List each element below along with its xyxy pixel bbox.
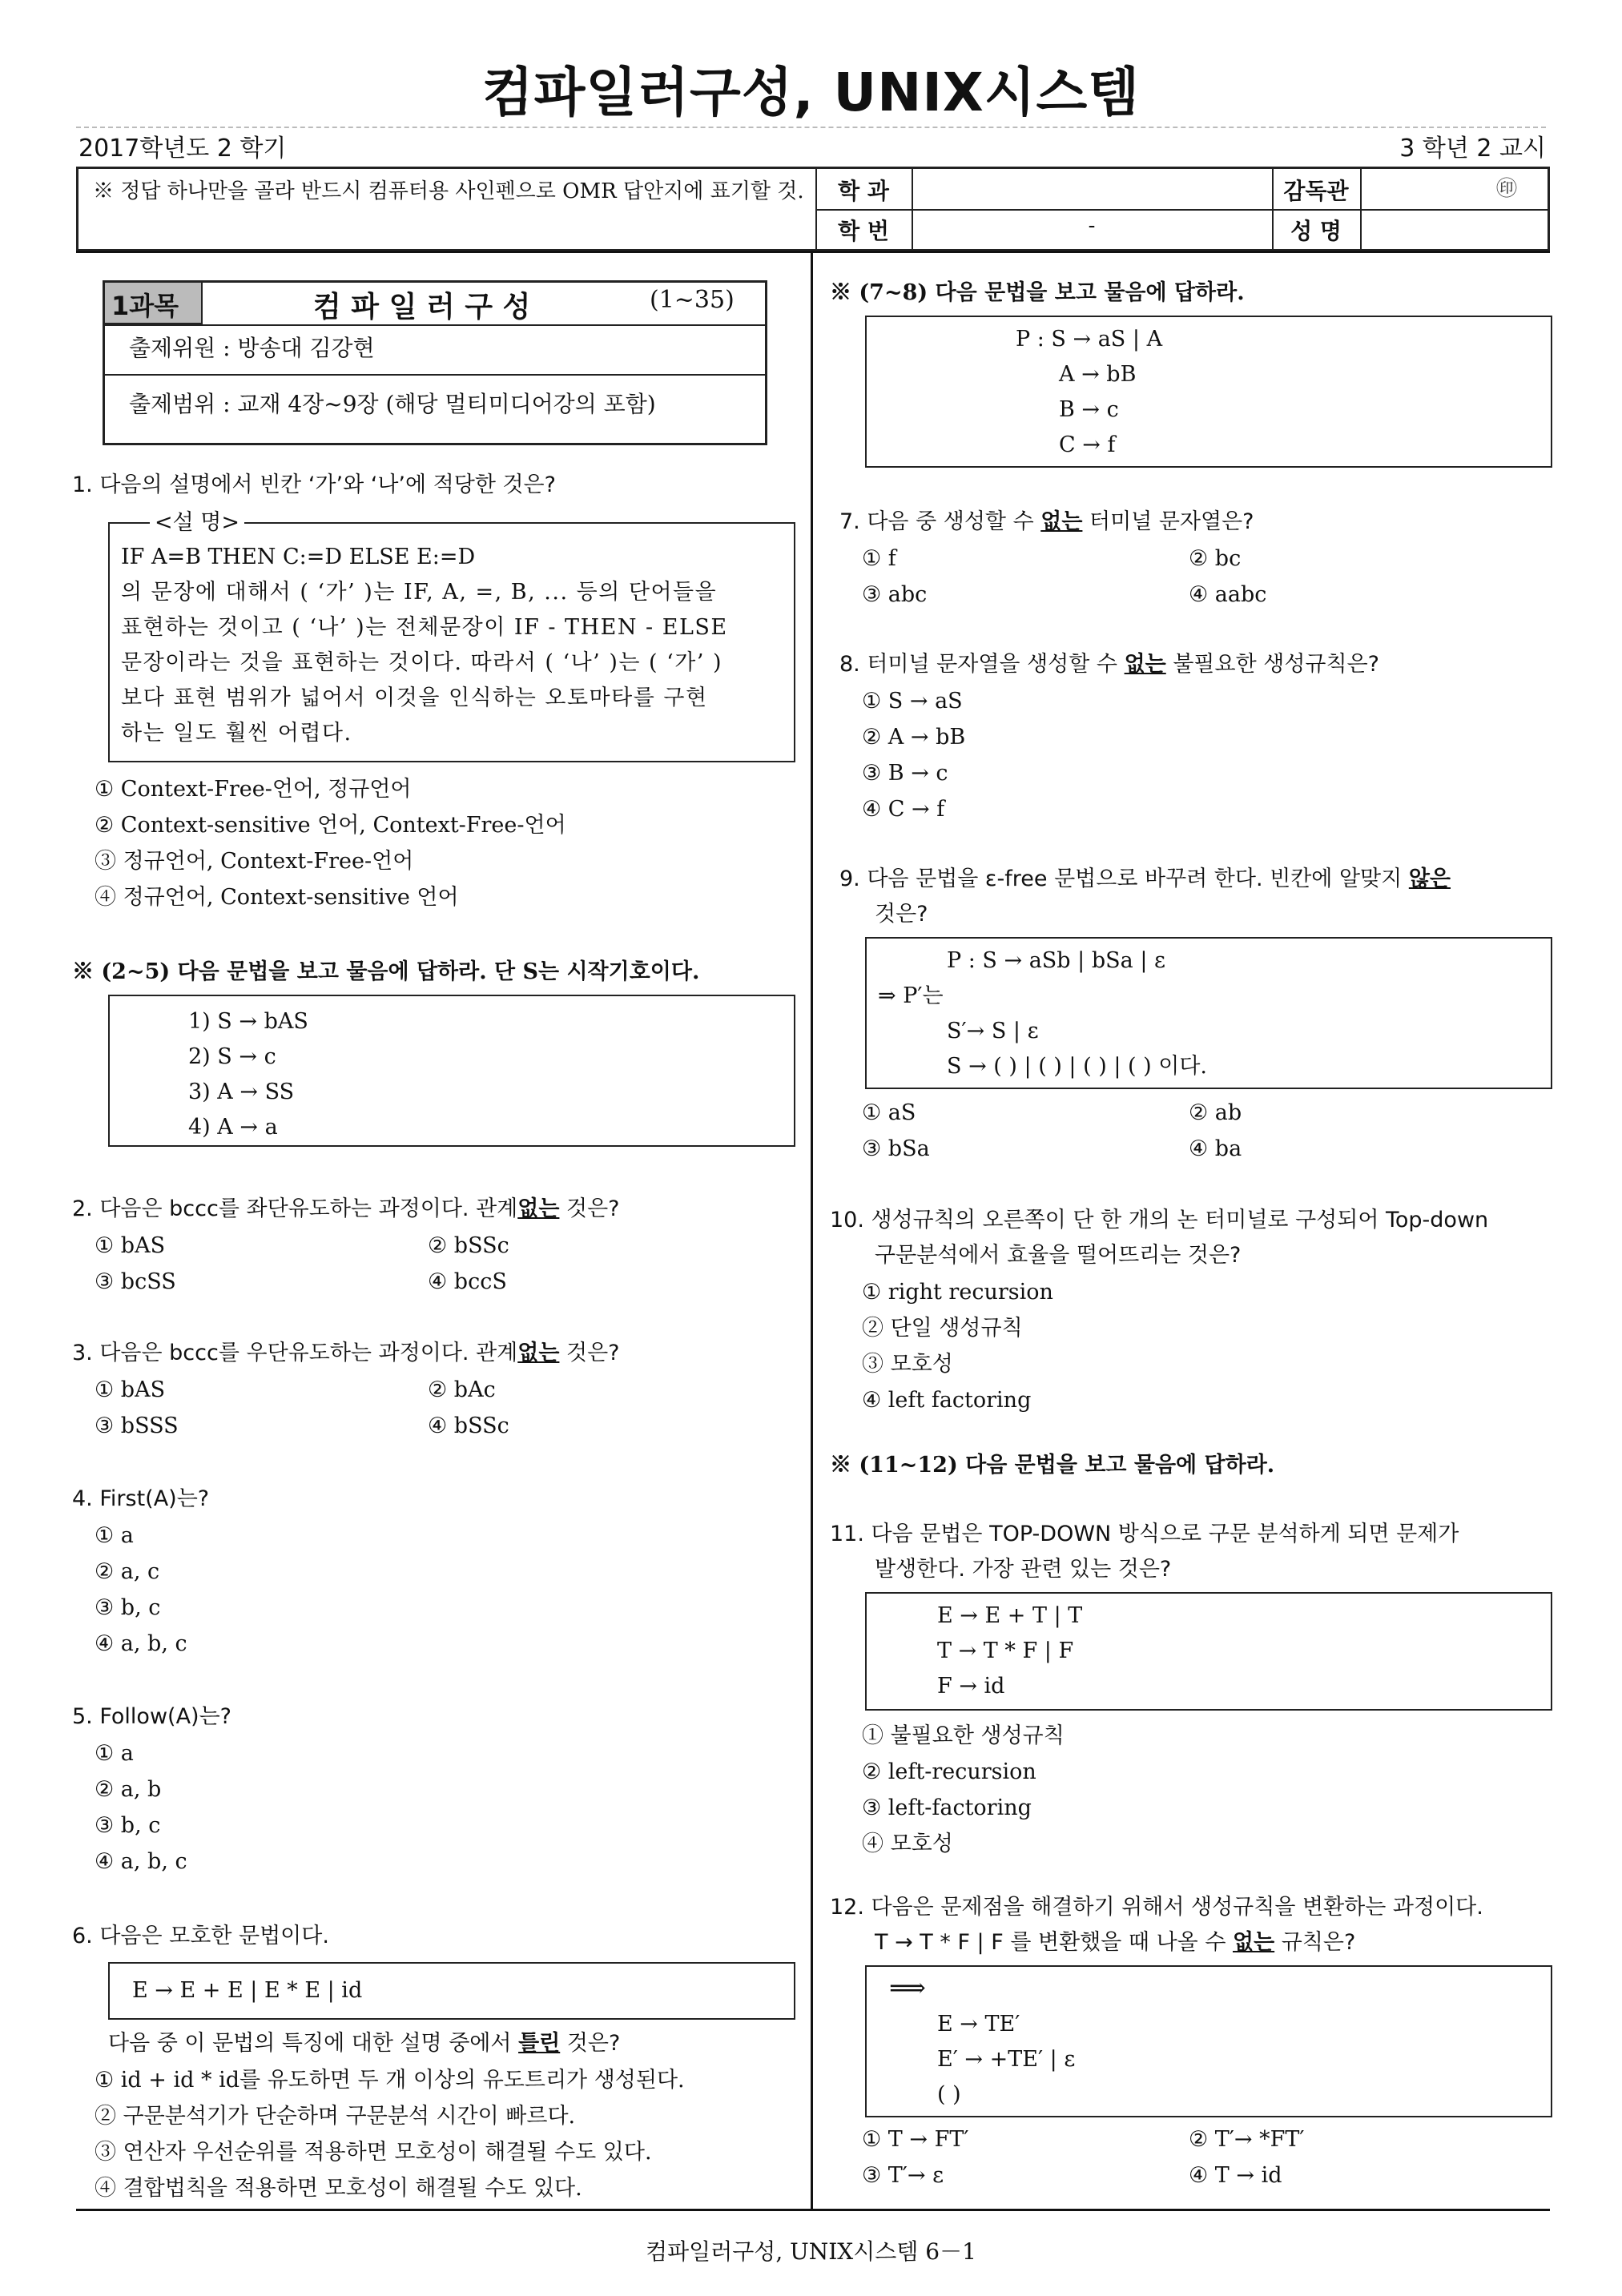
q1-option[interactable]: ① Context-Free-언어, 정규언어 <box>95 777 412 802</box>
q10-stem: 10. 생성규칙의 오른쪽이 단 한 개의 논 터미널로 구성되어 Top-down <box>830 1208 1489 1232</box>
q4-option[interactable]: ④ a, b, c <box>95 1631 187 1656</box>
q2-stem: 2. 다음은 bccc를 좌단유도하는 과정이다. 관계없는 것은? <box>72 1196 620 1221</box>
grammar-rule: S → ( ) | ( ) | ( ) | ( ) 이다. <box>947 1054 1207 1079</box>
q5-option[interactable]: ② a, b <box>95 1777 162 1802</box>
name-label: 성 명 <box>1290 218 1342 244</box>
q5-option[interactable]: ④ a, b, c <box>95 1849 187 1874</box>
seal-icon: ㊞ <box>1496 177 1518 201</box>
group-2-5-stem: ※ (2~5) 다음 문법을 보고 물음에 답하라. 단 S는 시작기호이다. <box>72 959 700 984</box>
exam-info-table <box>76 167 1550 251</box>
subject-author: 출제위원 : 방송대 김강현 <box>129 335 375 361</box>
q1-option[interactable]: ④ 정규언어, Context-sensitive 언어 <box>95 885 459 910</box>
columns-bottom-rule <box>76 2209 1550 2211</box>
page-footer: 컴파일러구성, UNIX시스템 6－1 <box>646 2238 976 2265</box>
q11-stem-line2: 발생한다. 가장 관련 있는 것은? <box>875 1557 1172 1582</box>
q1-box-line: 의 문장에 대해서 ( ‘가’ )는 IF, A, =, B, ... 등의 단어들을 <box>121 580 718 605</box>
q9-option[interactable]: ④ ba <box>1189 1136 1242 1161</box>
grammar-rule: 3) A → SS <box>188 1080 295 1104</box>
q4-option[interactable]: ① a <box>95 1523 134 1548</box>
column-divider <box>811 251 813 2211</box>
subject-name: 컴 파 일 러 구 성 <box>313 291 531 324</box>
grammar-rule: C → f <box>1059 432 1116 457</box>
subject-number: 1과목 <box>111 291 179 321</box>
q1-box-line: IF A=B THEN C:=D ELSE E:=D <box>121 545 476 569</box>
dept-label: 학 과 <box>838 178 889 204</box>
q2-option[interactable]: ① bAS <box>95 1233 166 1258</box>
q10-option[interactable]: ② 단일 생성규칙 <box>862 1316 1023 1341</box>
q10-stem-line2: 구문분석에서 효율을 떨어뜨리는 것은? <box>875 1243 1242 1268</box>
grammar-rule: ⇒ P′는 <box>878 983 944 1008</box>
subject-scope: 출제범위 : 교재 4장~9장 (해당 멀티미디어강의 포함) <box>129 391 656 417</box>
grammar-rule: 4) A → a <box>188 1115 278 1140</box>
q9-grammar-box <box>865 937 1552 1089</box>
grammar-rule: E → TE′ <box>937 2012 1020 2037</box>
q12-stem: 12. 다음은 문제점을 해결하기 위해서 생성규칙을 변환하는 과정이다. <box>830 1895 1483 1920</box>
q10-option[interactable]: ③ 모호성 <box>862 1352 953 1377</box>
grammar-rule: S′→ S | ε <box>947 1019 1039 1043</box>
grade-period: 3 학년 2 교시 <box>1399 135 1546 163</box>
q11-option[interactable]: ④ 모호성 <box>862 1832 953 1856</box>
q1-box-line: 표현하는 것이고 ( ‘나’ )는 전체문장이 IF - THEN - ELSE <box>121 615 728 640</box>
grammar-rule: F → id <box>937 1674 1005 1699</box>
supervisor-label: 감독관 <box>1283 178 1349 204</box>
q4-stem: 4. First(A)는? <box>72 1486 210 1511</box>
q3-stem: 3. 다음은 bccc를 우단유도하는 과정이다. 관계없는 것은? <box>72 1341 620 1365</box>
q11-option[interactable]: ③ left-factoring <box>862 1795 1032 1820</box>
q6-option[interactable]: ① id + id * id를 유도하면 두 개 이상의 유도트리가 생성된다. <box>95 2068 685 2093</box>
student-id-field[interactable]: - <box>1088 214 1096 238</box>
columns-top-rule <box>76 251 1550 253</box>
q6-option[interactable]: ② 구문분석기가 단순하며 구문분석 시간이 빠르다. <box>95 2104 576 2129</box>
grammar-rule: P : S → aS | A <box>1016 327 1163 352</box>
q6-option[interactable]: ④ 결합법칙을 적용하면 모호성이 해결될 수도 있다. <box>95 2176 582 2201</box>
grammar-rule: E → E + T | T <box>937 1603 1083 1628</box>
q6-grammar-box <box>108 1962 795 2020</box>
q1-stem: 1. 다음의 설명에서 빈칸 ‘가’와 ‘나’에 적당한 것은? <box>72 472 556 497</box>
group-11-12-stem: ※ (11~12) 다음 문법을 보고 물음에 답하라. <box>830 1453 1275 1478</box>
group-7-8-grammar-box <box>865 316 1552 468</box>
q1-description-box <box>108 510 795 762</box>
group-2-5-grammar-box <box>108 995 795 1147</box>
q1-box-line: 하는 일도 훨씬 어렵다. <box>121 721 352 746</box>
q12-option[interactable]: ② T′→ *FT′ <box>1189 2127 1305 2152</box>
q1-box-line: 문장이라는 것을 표현하는 것이다. 따라서 ( ‘나’ )는 ( ‘가’ ) <box>121 650 723 675</box>
q1-box-title: <설 명> <box>150 505 244 536</box>
arrow-icon: ⟹ <box>889 1972 926 2003</box>
q6-option[interactable]: ③ 연산자 우선순위를 적용하면 모호성이 해결될 수도 있다. <box>95 2140 652 2165</box>
q5-option[interactable]: ③ b, c <box>95 1813 161 1838</box>
q10-option[interactable]: ① right recursion <box>862 1280 1053 1305</box>
subject-box <box>103 280 767 445</box>
group-7-8-stem: ※ (7~8) 다음 문법을 보고 물음에 답하라. <box>830 280 1245 305</box>
q3-option[interactable]: ② bAc <box>428 1377 496 1402</box>
title-divider <box>76 127 1546 128</box>
q12-option[interactable]: ④ T → id <box>1189 2163 1282 2188</box>
q9-option[interactable]: ③ bSa <box>862 1136 930 1161</box>
q1-option[interactable]: ② Context-sensitive 언어, Context-Free-언어 <box>95 813 566 838</box>
q8-stem: 8. 터미널 문자열을 생성할 수 없는 불필요한 생성규칙은? <box>839 652 1379 677</box>
q1-box-line: 보다 표현 범위가 넓어서 이것을 인식하는 오토마타를 구현 <box>121 686 708 710</box>
q10-option[interactable]: ④ left factoring <box>862 1388 1032 1413</box>
grammar-rule: ( ) <box>937 2082 961 2107</box>
dept-field[interactable] <box>916 172 1268 207</box>
q12-option[interactable]: ③ T′→ ε <box>862 2163 944 2188</box>
q6-stem: 6. 다음은 모호한 문법이다. <box>72 1924 329 1948</box>
q2-option[interactable]: ② bSSc <box>428 1233 509 1258</box>
q11-option[interactable]: ① 불필요한 생성규칙 <box>862 1723 1065 1748</box>
q2-option[interactable]: ④ bccS <box>428 1269 507 1294</box>
q12-transform-box <box>865 1965 1552 2117</box>
notice-text: ※ 정답 하나만을 골라 반드시 컴퓨터용 사인펜으로 OMR 답안지에 표기할 것. <box>93 179 804 203</box>
q4-option[interactable]: ② a, c <box>95 1559 160 1584</box>
grammar-rule: E′ → +TE′ | ε <box>937 2047 1076 2072</box>
q7-stem: 7. 다음 중 생성할 수 없는 터미널 문자열은? <box>839 509 1254 534</box>
q6-rule: E → E + E | E * E | id <box>132 1978 363 2003</box>
grammar-rule: A → bB <box>1059 362 1137 387</box>
q3-option[interactable]: ③ bSSS <box>95 1413 179 1438</box>
q9-option[interactable]: ① aS <box>862 1100 916 1125</box>
year-term: 2017학년도 2 학기 <box>78 135 287 163</box>
q3-option[interactable]: ④ bSSc <box>428 1413 509 1438</box>
q11-option[interactable]: ② left-recursion <box>862 1759 1036 1784</box>
grammar-rule: P : S → aSb | bSa | ε <box>947 948 1165 973</box>
page-title: 컴파일러구성, UNIX시스템 <box>481 62 1141 123</box>
q8-option[interactable]: ② A → bB <box>862 725 966 750</box>
q7-option[interactable]: ④ aabc <box>1189 582 1267 607</box>
grammar-rule: 1) S → bAS <box>188 1009 308 1034</box>
q4-option[interactable]: ③ b, c <box>95 1595 161 1620</box>
q6-subquestion: 다음 중 이 문법의 특징에 대한 설명 중에서 틀린 것은? <box>108 2031 621 2056</box>
q12-stem-line2: T → T * F | F 를 변환했을 때 나올 수 없는 규칙은? <box>875 1930 1356 1955</box>
q9-stem-line2: 것은? <box>875 902 928 927</box>
name-field[interactable] <box>1364 212 1544 247</box>
q9-option[interactable]: ② ab <box>1189 1100 1242 1125</box>
q5-option[interactable]: ① a <box>95 1741 134 1766</box>
student-id-label: 학 번 <box>838 218 889 244</box>
q11-grammar-box <box>865 1592 1552 1711</box>
q7-option[interactable]: ③ abc <box>862 582 928 607</box>
q7-option[interactable]: ① f <box>862 546 896 571</box>
q2-option[interactable]: ③ bcSS <box>95 1269 176 1294</box>
q5-stem: 5. Follow(A)는? <box>72 1704 231 1729</box>
q12-option[interactable]: ① T → FT′ <box>862 2127 969 2152</box>
q9-stem: 9. 다음 문법을 ε-free 문법으로 바꾸려 한다. 빈칸에 알맞지 않은 <box>839 867 1451 891</box>
subject-range: (1~35) <box>650 286 735 314</box>
q1-option[interactable]: ③ 정규언어, Context-Free-언어 <box>95 849 414 874</box>
q11-stem: 11. 다음 문법은 TOP-DOWN 방식으로 구문 분석하게 되면 문제가 <box>830 1522 1459 1546</box>
grammar-rule: 2) S → c <box>188 1044 276 1069</box>
q7-option[interactable]: ② bc <box>1189 546 1242 571</box>
q3-option[interactable]: ① bAS <box>95 1377 166 1402</box>
grammar-rule: T → T * F | F <box>937 1639 1074 1663</box>
q8-option[interactable]: ④ C → f <box>862 797 945 822</box>
q8-option[interactable]: ① S → aS <box>862 689 963 714</box>
grammar-rule: B → c <box>1059 397 1119 422</box>
q8-option[interactable]: ③ B → c <box>862 761 948 786</box>
